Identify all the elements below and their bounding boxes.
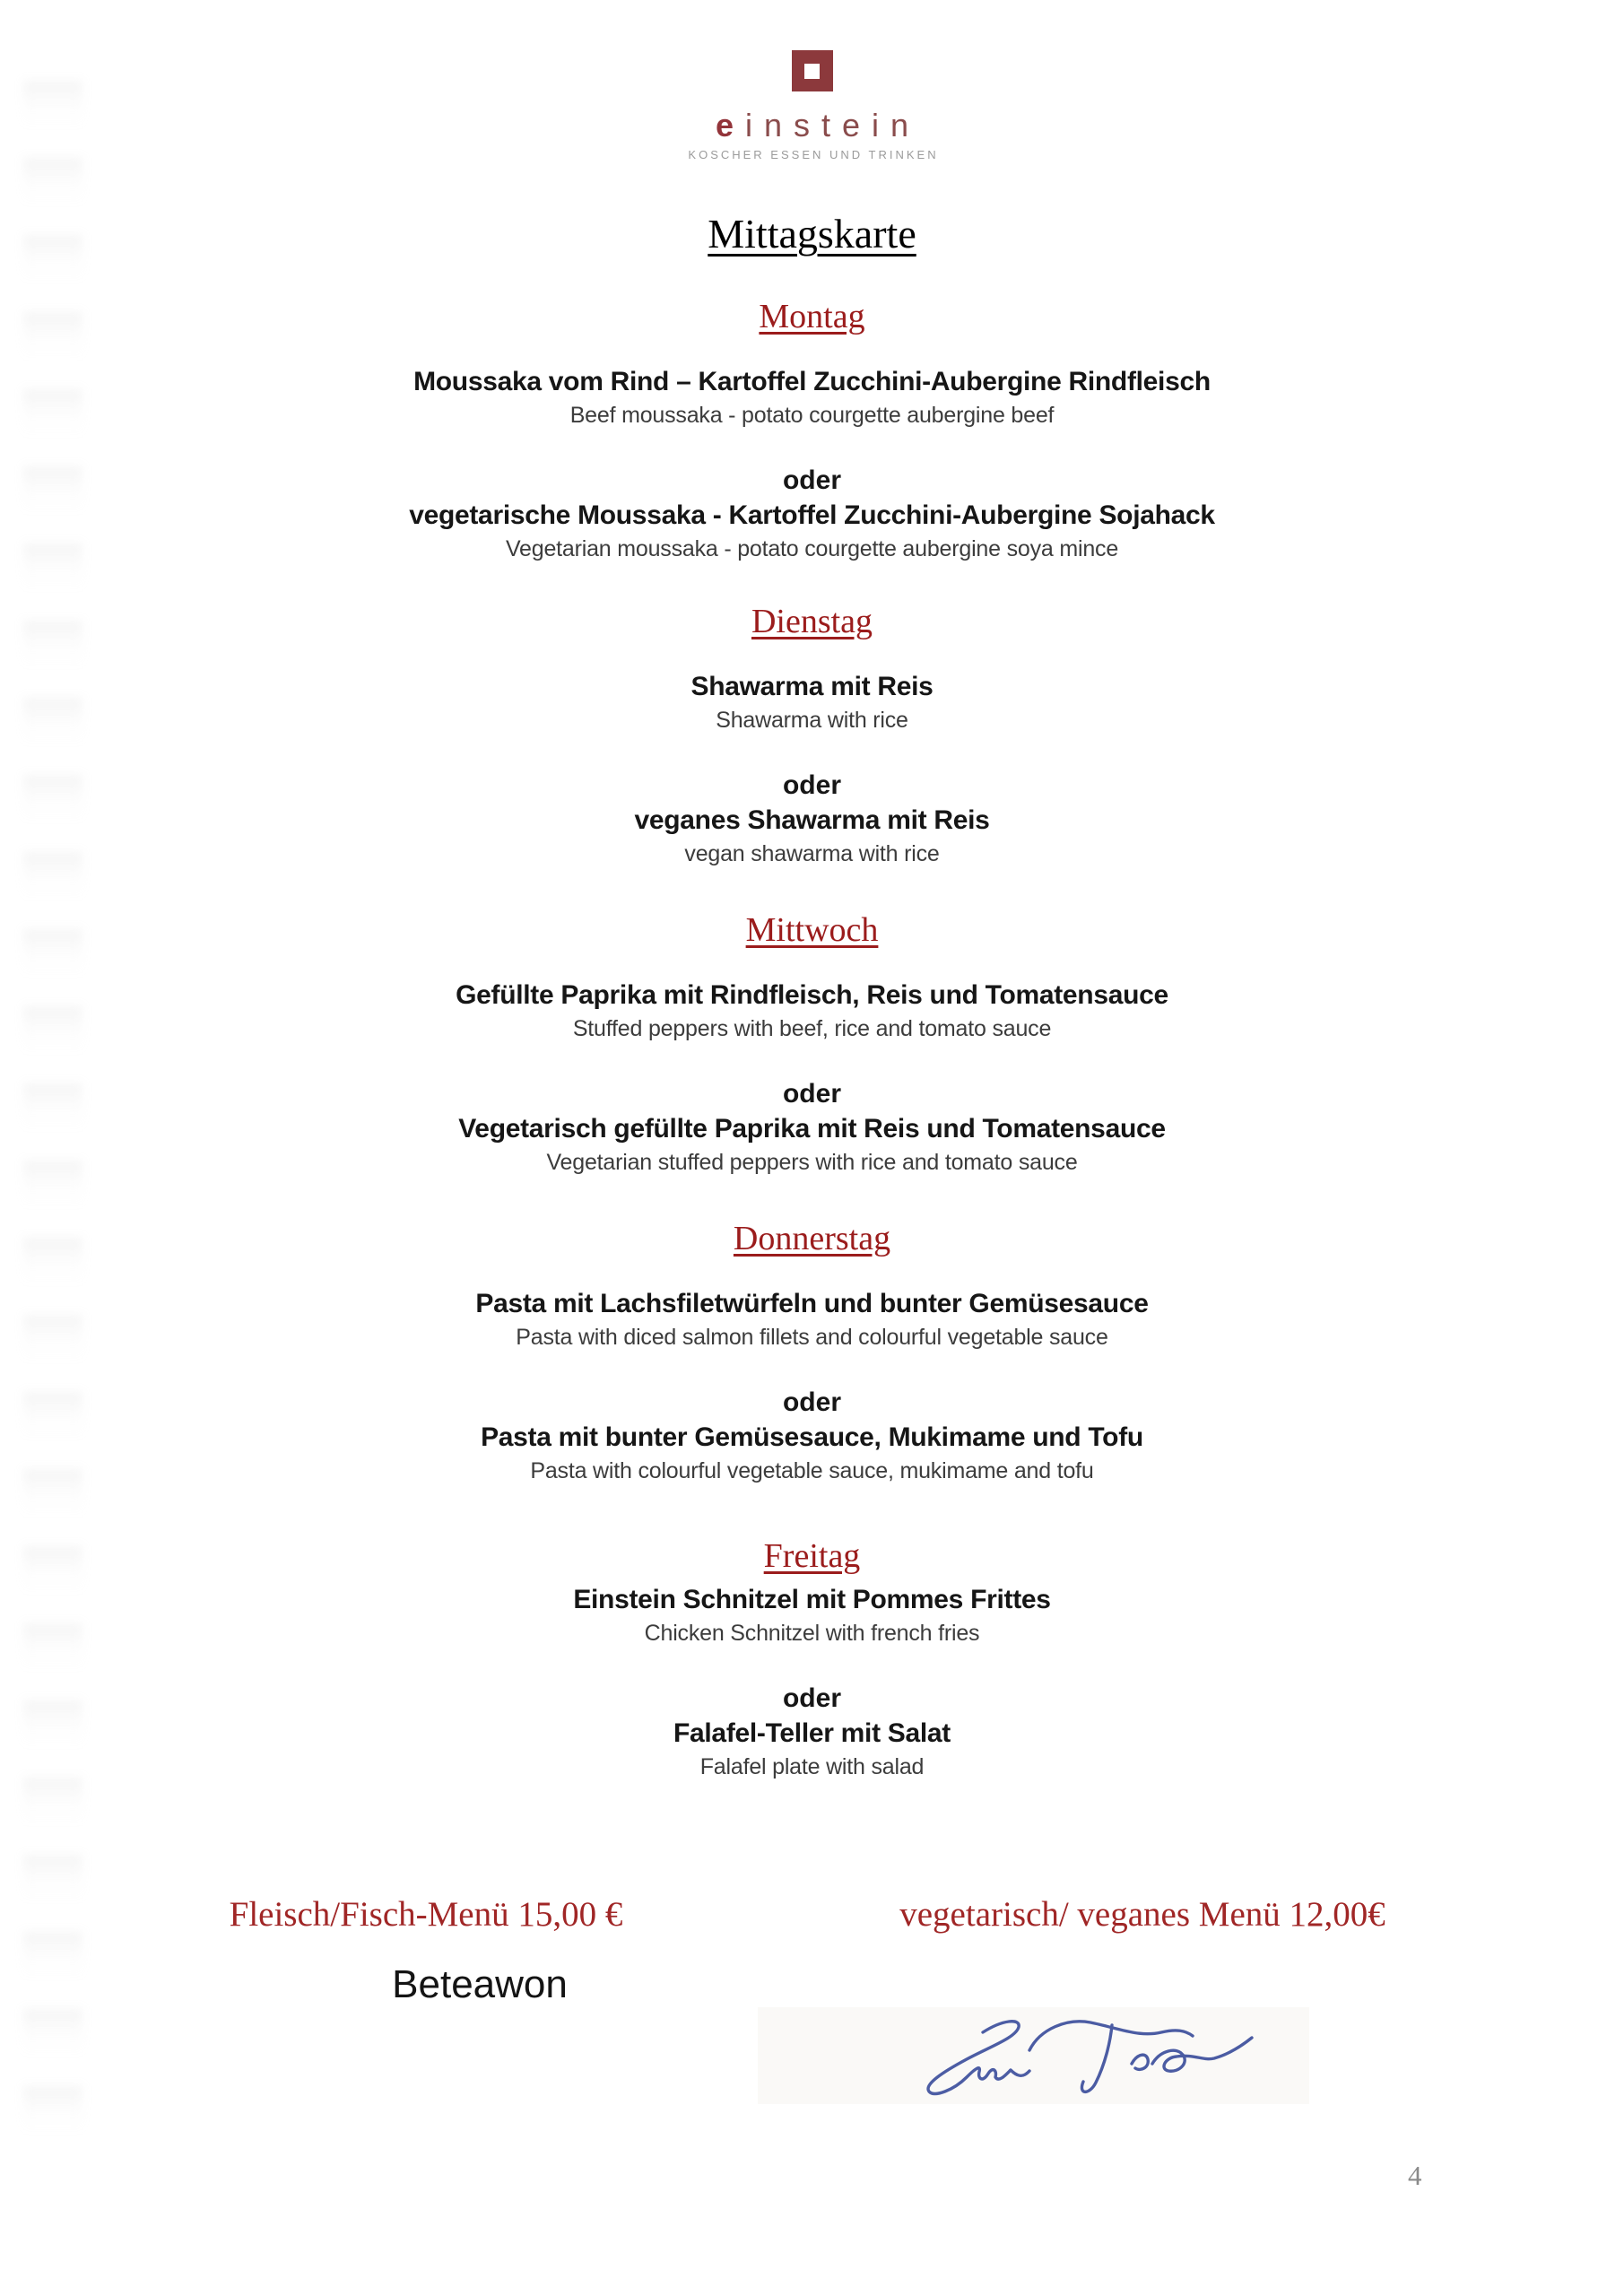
day-section-freitag	[0, 1536, 1624, 1780]
blessing-text: Beteawon	[392, 1962, 568, 2006]
logo-tagline: KOSCHER ESSEN UND TRINKEN	[688, 148, 939, 161]
dish-name-en: Vegetarian moussaka - potato courgette aubergine soya mince	[505, 536, 1119, 561]
day-section-mittwoch	[0, 910, 1624, 1176]
day-section-dienstag	[0, 602, 1624, 867]
dish-name-de: Vegetarisch gefüllte Paprika mit Reis und Tomatensauce	[458, 1114, 1166, 1144]
dish-name-en: vegan shawarma with rice	[684, 841, 940, 866]
or-separator: oder	[782, 1683, 841, 1713]
dish-name-en: Shawarma with rice	[716, 708, 908, 733]
dish-name-de: Shawarma mit Reis	[690, 672, 934, 701]
restaurant-logo	[0, 0, 1624, 162]
page-title: Mittagskarte	[708, 211, 916, 257]
dish-name-de: vegetarische Moussaka - Kartoffel Zucchini-Aubergine Sojahack	[409, 500, 1215, 530]
or-separator: oder	[782, 770, 841, 800]
logo-wordmark: einstein	[715, 107, 921, 144]
logo-square-inner	[804, 64, 820, 79]
dish-name-de: Pasta mit bunter Gemüsesauce, Mukimame und Tofu	[481, 1422, 1143, 1452]
day-heading: Mittwoch	[745, 911, 879, 949]
day-heading: Dienstag	[751, 603, 873, 640]
dish-name-de: Pasta mit Lachsfiletwürfeln und bunter Gemüsesauce	[475, 1289, 1149, 1318]
dish-name-en: Stuffed peppers with beef, rice and tomato sauce	[572, 1016, 1052, 1041]
day-heading: Montag	[759, 298, 865, 335]
dish-name-en: Beef moussaka - potato courgette aubergine beef	[569, 403, 1055, 428]
page-number: 4	[1408, 2160, 1422, 2191]
day-section-montag	[0, 297, 1624, 562]
dish-name-de: Moussaka vom Rind – Kartoffel Zucchini-Aubergine Rindfleisch	[413, 367, 1211, 396]
or-separator: oder	[782, 1387, 841, 1417]
dish-name-de: Gefüllte Paprika mit Rindfleisch, Reis und Tomatensauce	[456, 980, 1168, 1010]
signature-scribble	[897, 2014, 1255, 2100]
logo-square-icon	[792, 50, 833, 91]
price-meat-fish-menu: Fleisch/Fisch-Menü 15,00 €	[229, 1895, 623, 1934]
day-section-donnerstag	[0, 1219, 1624, 1484]
dish-name-en: Falafel plate with salad	[699, 1754, 925, 1779]
day-heading: Donnerstag	[733, 1220, 891, 1257]
price-vegetarian-menu: vegetarisch/ veganes Menü 12,00€	[899, 1895, 1385, 1934]
day-heading: Freitag	[763, 1537, 861, 1575]
dish-name-de: veganes Shawarma mit Reis	[634, 805, 990, 835]
dish-name-en: Pasta with diced salmon fillets and colourful vegetable sauce	[516, 1325, 1108, 1350]
dish-name-en: Vegetarian stuffed peppers with rice and tomato sauce	[546, 1150, 1078, 1175]
dish-name-de: Falafel-Teller mit Salat	[673, 1718, 951, 1748]
or-separator: oder	[782, 465, 841, 495]
or-separator: oder	[782, 1079, 841, 1109]
dish-name-en: Pasta with colourful vegetable sauce, mukimame and tofu	[530, 1458, 1094, 1483]
dish-name-de: Einstein Schnitzel mit Pommes Frittes	[573, 1585, 1051, 1614]
dish-name-en: Chicken Schnitzel with french fries	[644, 1621, 980, 1646]
